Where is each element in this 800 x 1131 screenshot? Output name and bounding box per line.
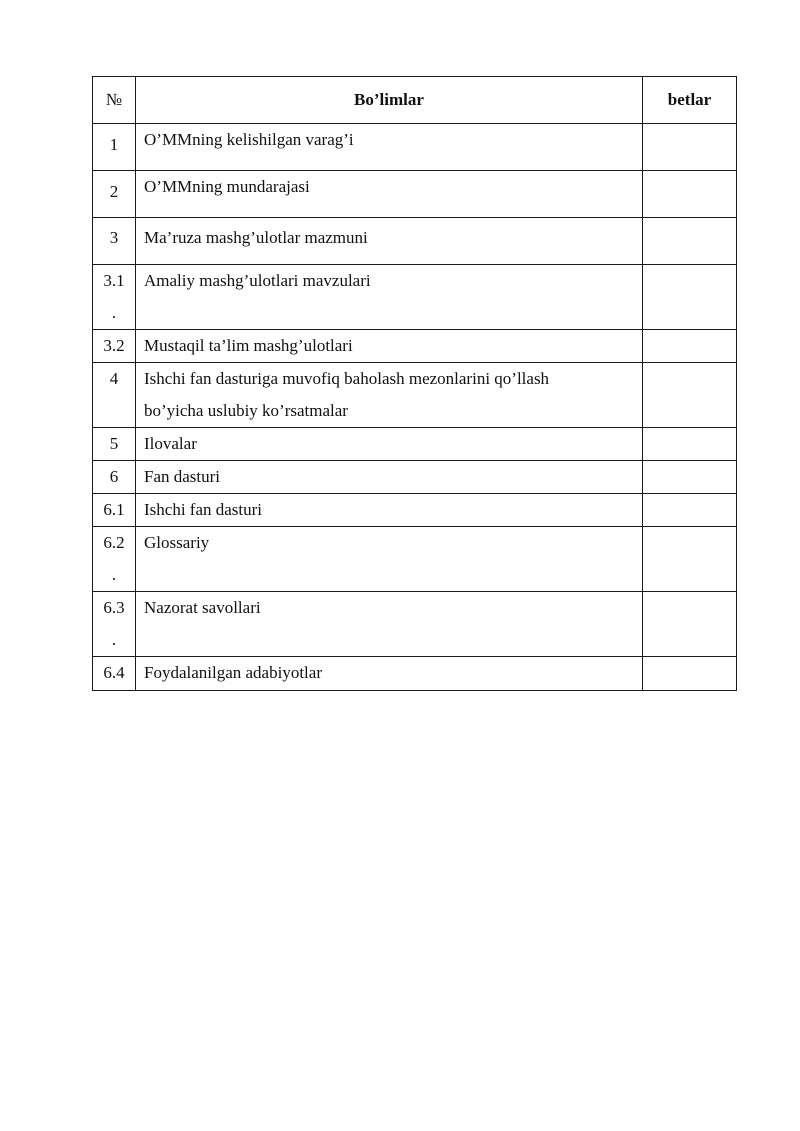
row-title-text: O’MMning kelishilgan varag’i: [144, 130, 354, 149]
row-number-text: 3.2: [103, 336, 125, 355]
row-title-text: Ishchi fan dasturiga muvofiq baholash mezonlarini qo’llash: [144, 369, 550, 388]
row-pages: [643, 330, 737, 363]
row-pages: [643, 171, 737, 218]
table-row: [93, 461, 737, 494]
header-number: №: [93, 77, 136, 124]
table-row: [93, 428, 737, 461]
row-title: [136, 657, 643, 691]
row-title-text: Nazorat savollari: [144, 598, 261, 617]
row-number: [93, 494, 136, 527]
row-title: [136, 527, 643, 592]
row-number: [93, 657, 136, 691]
row-number: [93, 218, 136, 265]
row-number: [93, 124, 136, 171]
table-row: [93, 527, 737, 592]
row-number: [93, 363, 136, 428]
row-number-continuation: .: [111, 303, 117, 322]
row-number-text: 6.4: [103, 663, 125, 682]
table-row: [93, 265, 737, 330]
row-number: [93, 527, 136, 592]
row-title-text: Mustaqil ta’lim mashg’ulotlari: [144, 336, 353, 355]
row-pages: [643, 527, 737, 592]
row-title-text: Foydalanilgan adabiyotlar: [144, 663, 322, 682]
row-title: [136, 171, 643, 218]
row-number-text: 6: [109, 467, 119, 486]
row-title: [136, 494, 643, 527]
row-title-text: Ma’ruza mashg’ulotlar mazmuni: [144, 228, 368, 247]
table-row: [93, 218, 737, 265]
row-pages: [643, 592, 737, 657]
row-pages: [643, 657, 737, 691]
row-title-continuation: bo’yicha uslubiy ko’rsatmalar: [144, 401, 348, 420]
row-pages: [643, 494, 737, 527]
row-title: [136, 124, 643, 171]
row-number-text: 3.1: [103, 271, 125, 290]
row-title-text: Ilovalar: [144, 434, 197, 453]
row-number: [93, 428, 136, 461]
row-title: [136, 461, 643, 494]
row-title: [136, 218, 643, 265]
row-title: [136, 363, 643, 428]
row-pages: [643, 428, 737, 461]
row-title: [136, 592, 643, 657]
table-row: [93, 330, 737, 363]
table-header-row: [93, 77, 737, 124]
row-number-text: 6.1: [103, 500, 125, 519]
row-pages: [643, 218, 737, 265]
row-number: [93, 265, 136, 330]
row-number-text: 6.2: [103, 533, 125, 552]
row-number: [93, 330, 136, 363]
row-title-text: Ishchi fan dasturi: [144, 500, 263, 519]
row-number-text: 3: [109, 228, 119, 247]
table-row: [93, 124, 737, 171]
row-title: [136, 265, 643, 330]
row-title-text: Amaliy mashg’ulotlari mavzulari: [144, 271, 371, 290]
row-number-text: 1: [109, 135, 119, 154]
row-pages: [643, 124, 737, 171]
table-row: [93, 657, 737, 691]
row-number-continuation: .: [111, 630, 117, 649]
row-number-continuation: .: [111, 565, 117, 584]
row-pages: [643, 461, 737, 494]
table-row: [93, 592, 737, 657]
row-number-text: 2: [109, 182, 119, 201]
row-number-text: 4: [109, 369, 119, 388]
table-row: [93, 494, 737, 527]
row-title-text: Fan dasturi: [144, 467, 221, 486]
row-number: [93, 461, 136, 494]
row-pages: [643, 363, 737, 428]
row-number: [93, 592, 136, 657]
contents-table: [92, 76, 737, 691]
header-pages: betlar: [643, 77, 737, 124]
row-number: [93, 171, 136, 218]
row-title-text: Glossariy: [144, 533, 210, 552]
header-sections: Bo’limlar: [136, 77, 643, 124]
table-row: [93, 171, 737, 218]
row-title: [136, 330, 643, 363]
row-pages: [643, 265, 737, 330]
row-title: [136, 428, 643, 461]
row-number-text: 5: [109, 434, 119, 453]
table-row: [93, 363, 737, 428]
row-title-text: O’MMning mundarajasi: [144, 177, 310, 196]
row-number-text: 6.3: [103, 598, 125, 617]
